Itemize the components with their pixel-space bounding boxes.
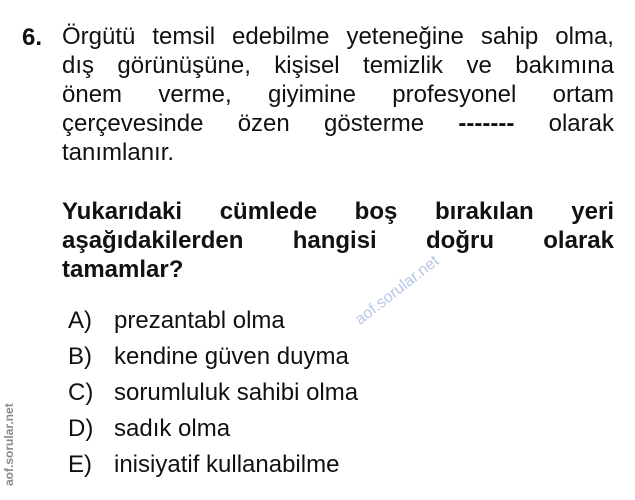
prompt-line: [62, 255, 614, 284]
stem-word: temsil: [152, 23, 216, 50]
option-text: prezantabl olma: [114, 307, 285, 334]
option-letter: C): [68, 379, 94, 406]
stem-line: [62, 138, 614, 167]
prompt-word: Yukarıdaki: [62, 198, 183, 225]
option-letter: B): [68, 343, 92, 370]
stem-word: görünüşüne,: [117, 52, 251, 79]
stem-word: dış: [62, 52, 95, 79]
option-b[interactable]: [68, 339, 358, 375]
stem-line: [62, 80, 614, 109]
option-a[interactable]: [68, 303, 358, 339]
stem-word: ve: [466, 52, 492, 79]
stem-word: Örgütü: [62, 23, 136, 50]
stem-word: özen: [237, 110, 290, 137]
stem-word: olarak: [548, 110, 614, 137]
stem-word: yeteneğine: [346, 23, 464, 50]
prompt-word: yeri: [571, 198, 614, 225]
option-letter: E): [68, 451, 92, 478]
stem-word: bakımına: [515, 52, 614, 79]
option-text: sadık olma: [114, 415, 231, 442]
blank-placeholder: -------: [458, 110, 515, 137]
prompt-word: boş: [354, 198, 398, 225]
side-watermark: aof.sorular.net: [2, 403, 16, 486]
stem-word: sahip: [480, 23, 539, 50]
stem-line: [62, 51, 614, 80]
question-stem: [62, 22, 614, 167]
stem-word: temizlik: [363, 52, 444, 79]
stem-word: çerçevesinde: [62, 110, 204, 137]
prompt-word: aşağıdakilerden: [62, 227, 244, 254]
option-c[interactable]: [68, 375, 358, 411]
prompt-word: olarak: [543, 227, 614, 254]
stem-word: giyimine: [267, 81, 356, 108]
prompt-word: cümlede: [219, 198, 318, 225]
stem-word: edebilme: [232, 23, 330, 50]
stem-word: tanımlanır.: [62, 139, 175, 166]
option-letter: D): [68, 415, 94, 442]
stem-line: [62, 109, 614, 138]
question-prompt: [62, 197, 614, 284]
prompt-word: doğru: [426, 227, 494, 254]
stem-word: gösterme: [324, 110, 425, 137]
option-text: kendine güven duyma: [114, 343, 349, 370]
diagonal-watermark: aof.sorular.net: [352, 252, 443, 329]
prompt-word: bırakılan: [434, 198, 534, 225]
prompt-line: [62, 197, 614, 226]
option-text: inisiyatif kullanabilme: [114, 451, 340, 478]
stem-word: ortam: [552, 81, 614, 108]
prompt-word: hangisi: [292, 227, 377, 254]
stem-word: önem: [62, 81, 123, 108]
stem-word: verme,: [158, 81, 232, 108]
stem-line: [62, 22, 614, 51]
stem-word: kişisel: [274, 52, 340, 79]
stem-word: olma,: [555, 23, 614, 50]
option-d[interactable]: [68, 411, 358, 447]
prompt-word: tamamlar?: [62, 256, 184, 283]
prompt-line: [62, 226, 614, 255]
option-letter: A): [68, 307, 92, 334]
question-number: 6.: [22, 24, 43, 51]
answer-options: [68, 303, 358, 483]
stem-word: profesyonel: [392, 81, 517, 108]
option-e[interactable]: [68, 447, 358, 483]
option-text: sorumluluk sahibi olma: [114, 379, 359, 406]
